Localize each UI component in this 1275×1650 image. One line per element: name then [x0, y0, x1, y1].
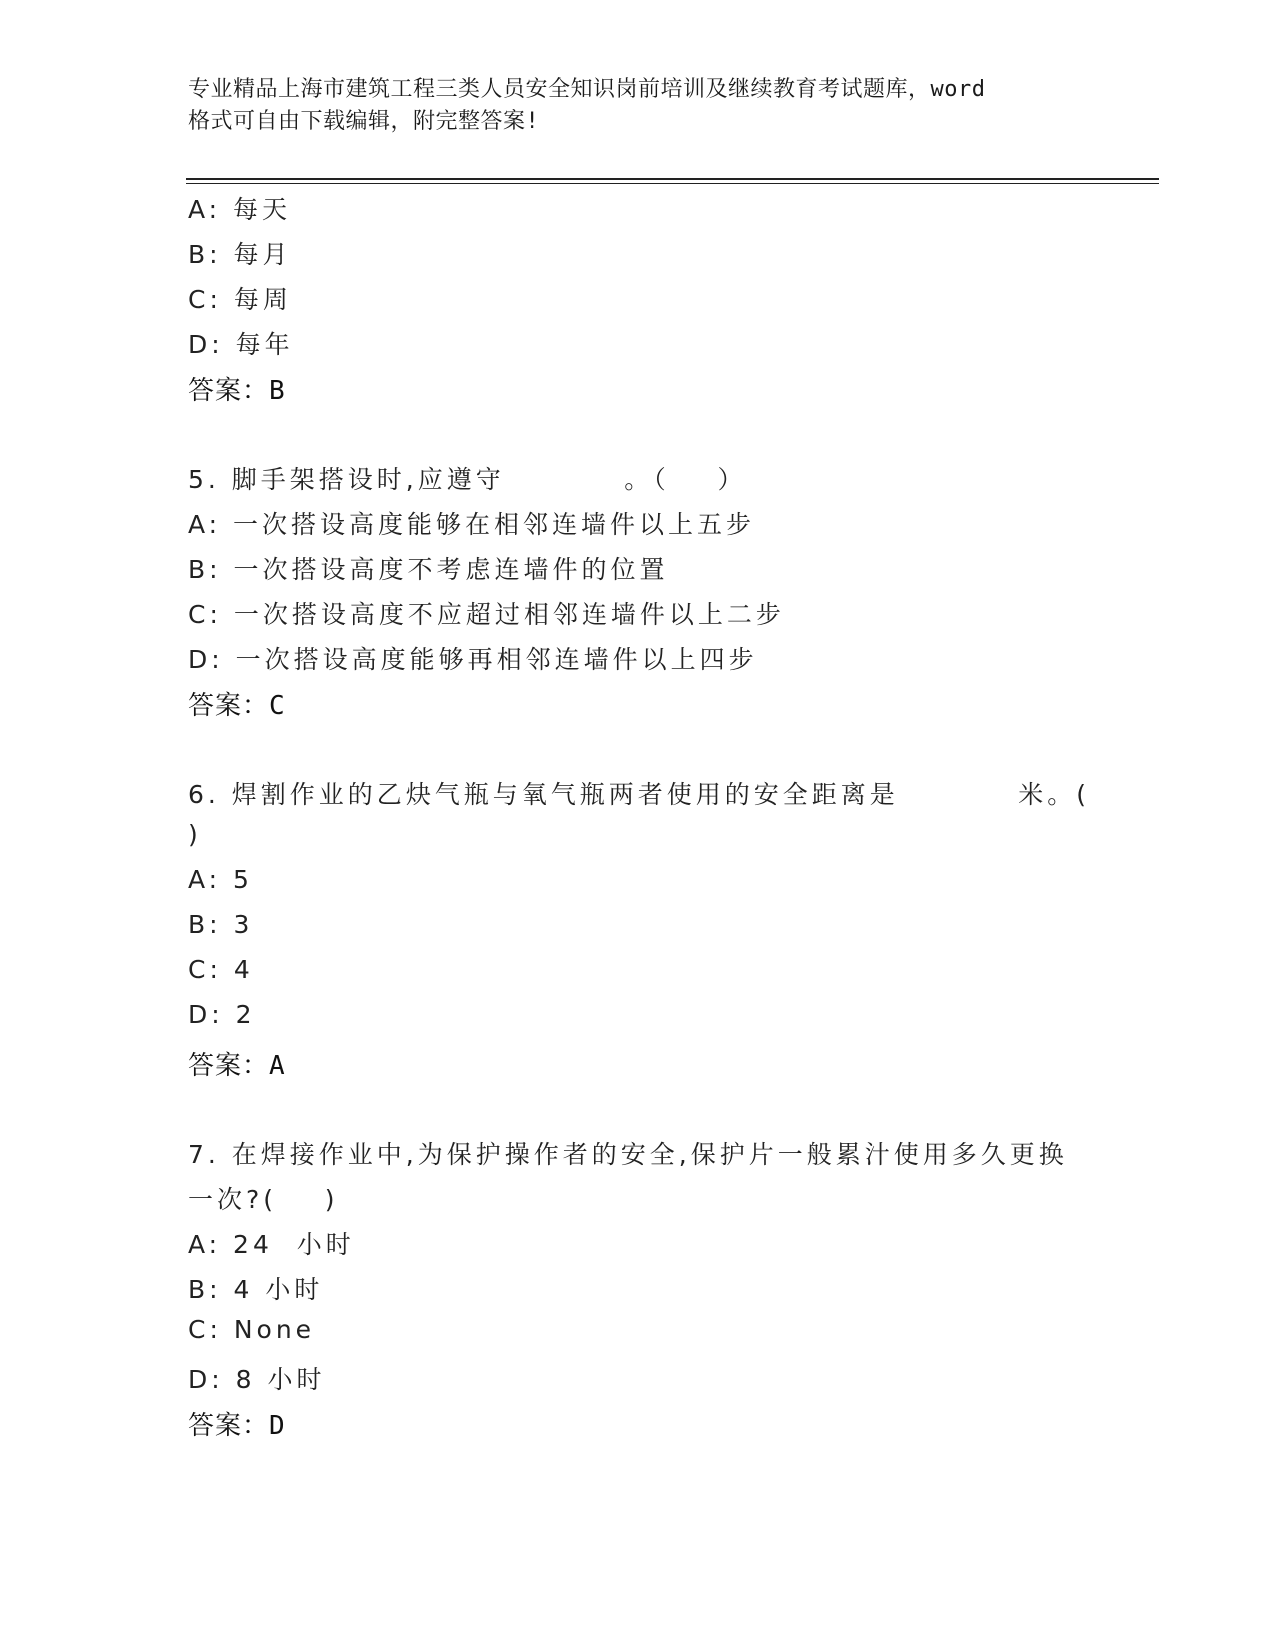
q5-option-b: B: 一次搭设高度不考虑连墙件的位置	[188, 555, 669, 584]
q4-answer	[188, 370, 286, 407]
q6-option-d: D: 2	[188, 1000, 256, 1029]
q7-answer	[188, 1405, 286, 1442]
q7-option-d: D: 8 小时	[188, 1365, 326, 1394]
q6-option-a: A: 5	[188, 865, 253, 894]
answer-value: B	[269, 376, 286, 406]
answer-value: D	[269, 1411, 286, 1441]
q5-option-c: C: 一次搭设高度不应超过相邻连墙件以上二步	[188, 600, 785, 629]
q7-stem-line-1: 7. 在焊接作业中,为保护操作者的安全,保护片一般累汁使用多久更换	[188, 1140, 1068, 1169]
header-divider-thick	[186, 178, 1159, 180]
answer-label: 答案：	[188, 691, 270, 721]
q5-answer	[188, 685, 286, 722]
answer-label: 答案：	[188, 376, 270, 406]
q6-option-c: C: 4	[188, 955, 254, 984]
q5-stem: 5. 脚手架搭设时,应遵守 。（ ）	[188, 465, 747, 494]
q7-option-b: B: 4 小时	[188, 1275, 324, 1304]
header-line-2: 格式可自由下载编辑，附完整答案!	[188, 109, 540, 134]
q6-answer	[188, 1045, 286, 1082]
q5-option-d: D: 一次搭设高度能够再相邻连墙件以上四步	[188, 645, 758, 674]
q4-option-c: C: 每周	[188, 285, 292, 314]
q5-option-a: A: 一次搭设高度能够在相邻连墙件以上五步	[188, 510, 756, 539]
q7-option-a: A: 24 小时	[188, 1230, 355, 1259]
document-header	[188, 74, 1068, 138]
q6-stem-line-1: 6. 焊割作业的乙炔气瓶与氧气瓶两者使用的安全距离是 米。(	[188, 780, 1091, 809]
q7-stem-line-2: 一次?( )	[188, 1185, 339, 1214]
q6-option-b: B: 3	[188, 910, 254, 939]
q4-option-b: B: 每月	[188, 240, 292, 269]
answer-label: 答案：	[188, 1051, 270, 1081]
q7-option-c: C: None	[188, 1315, 316, 1344]
answer-value: A	[269, 1051, 286, 1081]
header-line-1: 专业精品上海市建筑工程三类人员安全知识岗前培训及继续教育考试题库，word	[188, 77, 986, 102]
header-divider-thin	[186, 183, 1159, 184]
q4-option-a: A: 每天	[188, 195, 292, 224]
answer-value: C	[269, 691, 286, 721]
q6-stem-line-2: )	[188, 820, 202, 849]
answer-label: 答案：	[188, 1411, 270, 1441]
q4-option-d: D: 每年	[188, 330, 294, 359]
